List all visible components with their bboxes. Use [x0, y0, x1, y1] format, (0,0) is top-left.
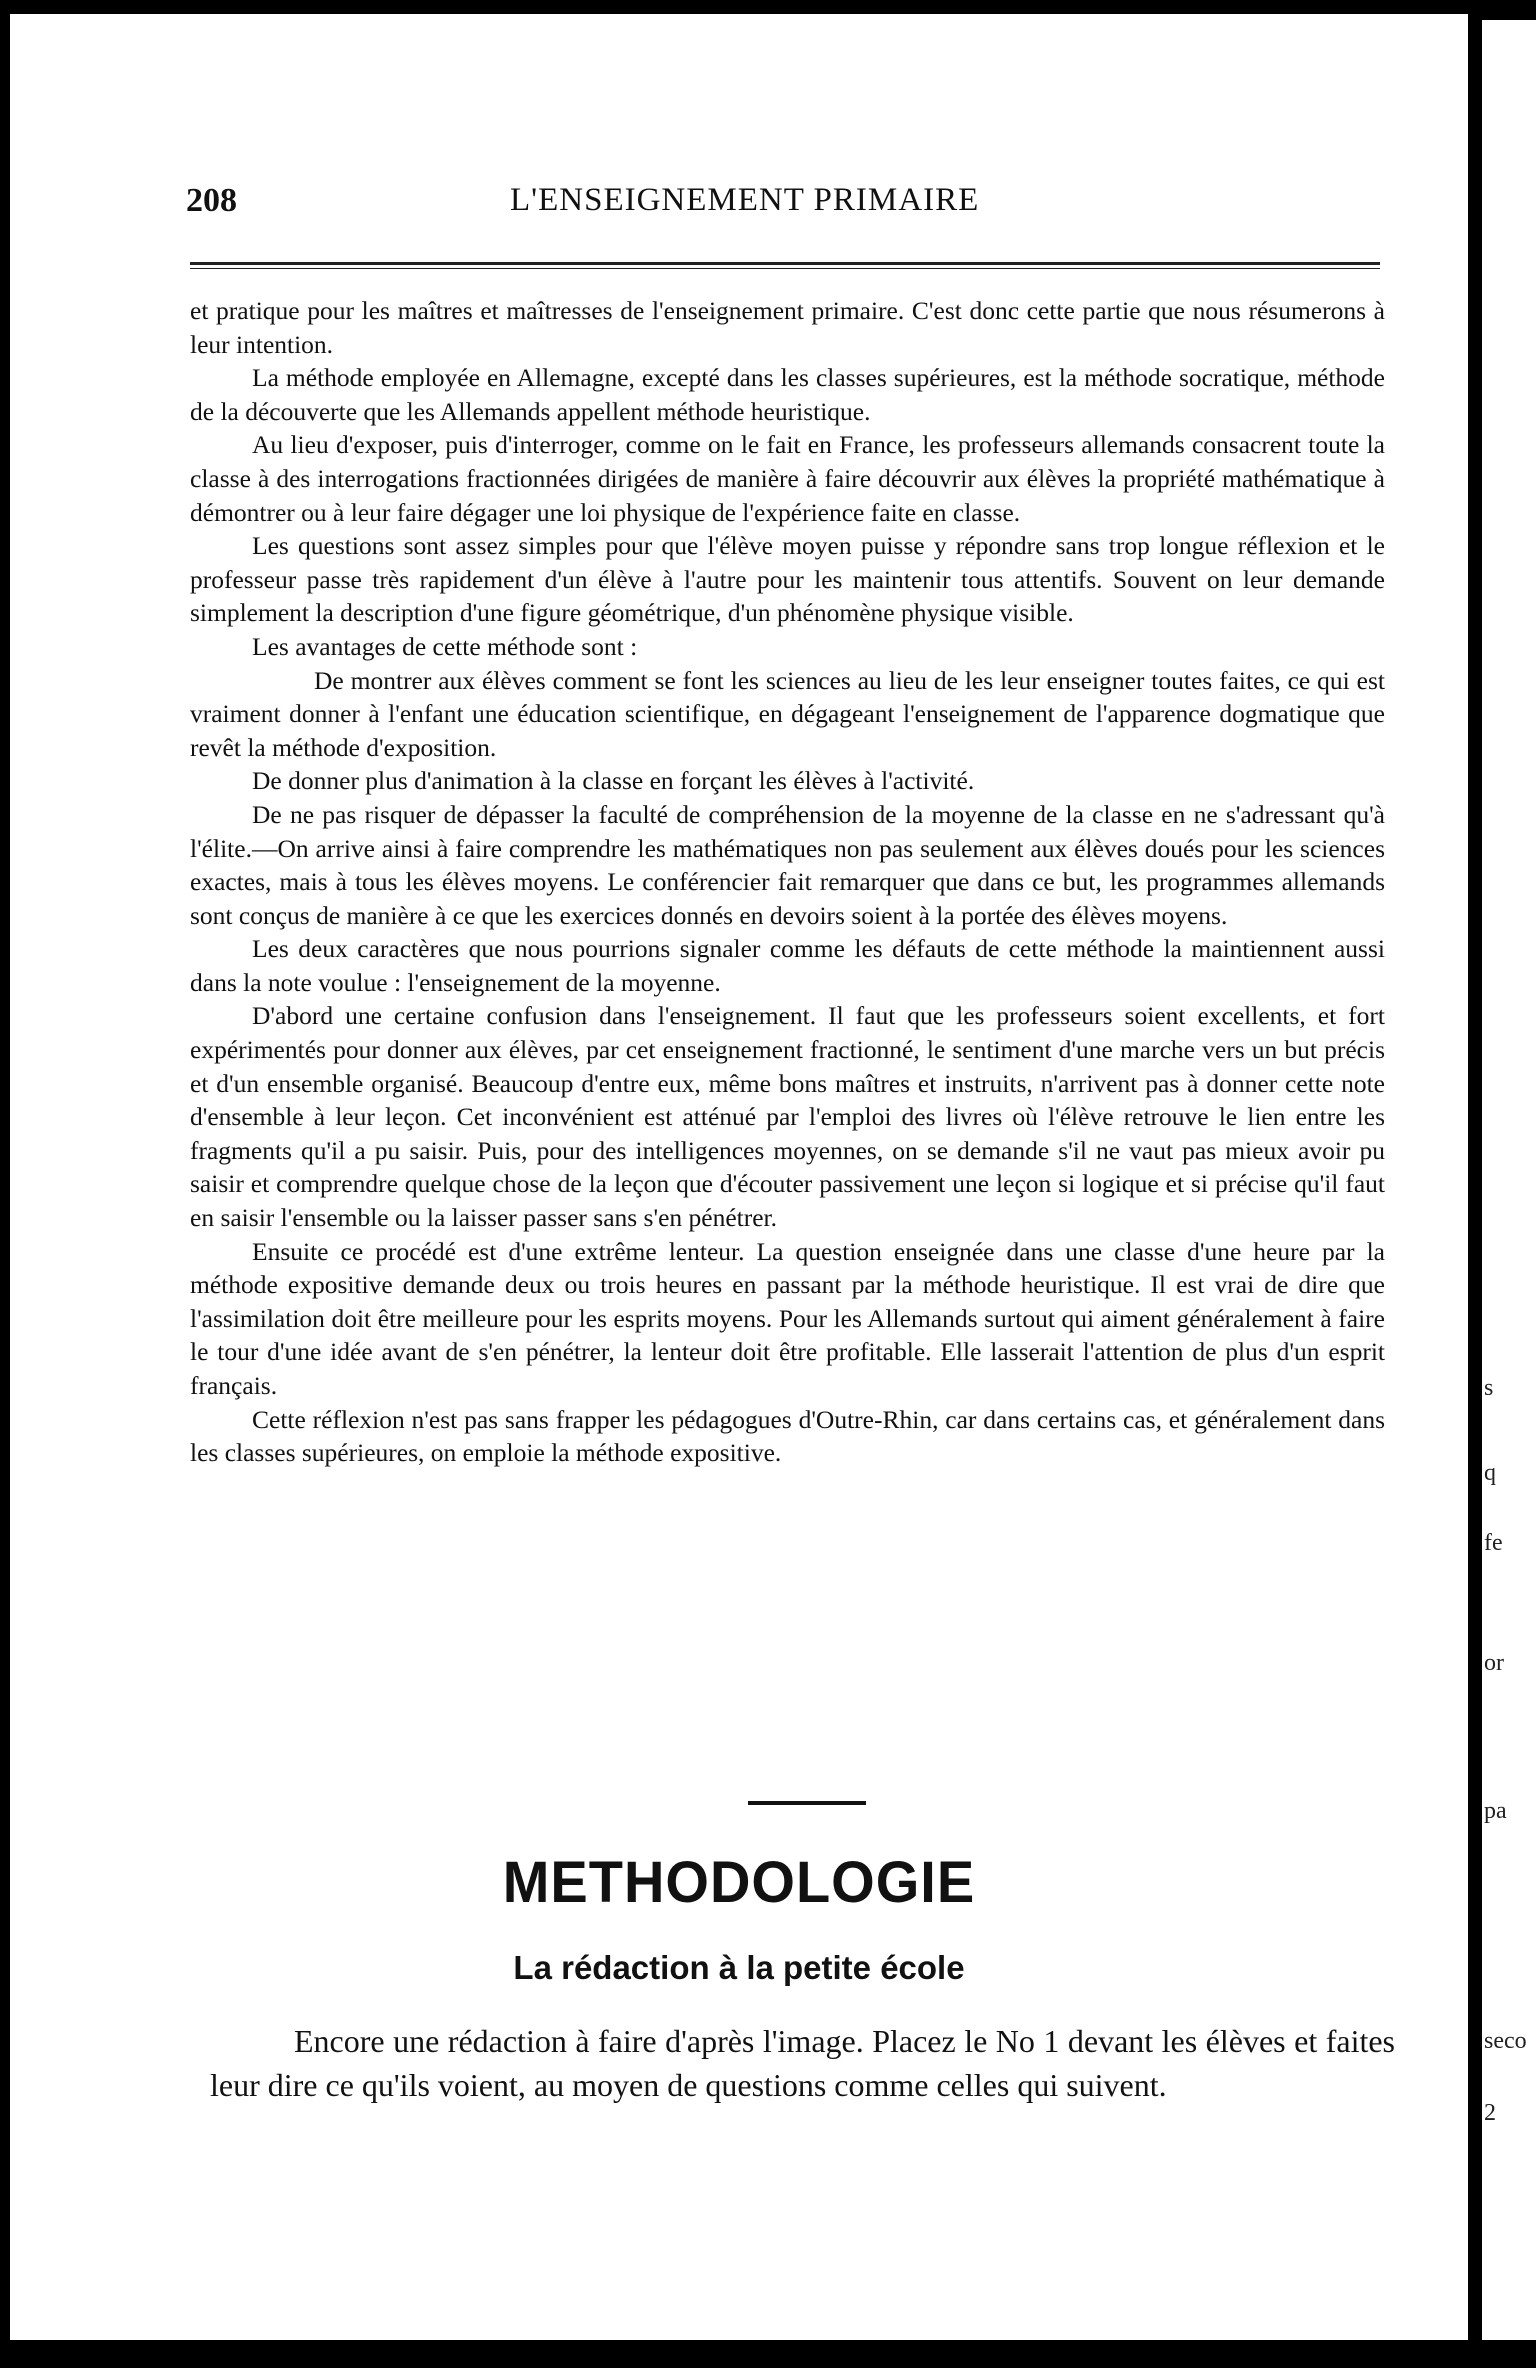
fragment: pa — [1484, 1798, 1507, 1824]
header-rule — [190, 262, 1380, 265]
fragment: q — [1484, 1460, 1496, 1486]
header-rule-thin — [190, 268, 1380, 269]
paragraph: Les avantages de cette méthode sont : — [252, 631, 638, 661]
paragraph: Cette réflexion n'est pas sans frapper les pédagogues d'Outre-Rhin, car dans certains cas, et généralement dans les classes supérieures, on emploie la méthode expositive. — [190, 1404, 1385, 1468]
fragment: fe — [1484, 1530, 1503, 1556]
paragraph: D'abord une certaine confusion dans l'enseignement. Il faut que les professeurs soient excellents, et fort expérimentés pour donner aux élèves, par cet enseignement fractionné, le sentiment d'une marche vers un but précis et d'un ensemble organisé. Beaucoup d'entre eux, même bons maîtres et instruits, n'arrivent pas à donner cette note d'ensemble à leur leçon. Cet inconvénient est atténué par l'emploi des livres où l'élève retrouve le lien entre les fragments qu'il a pu saisir. Puis, pour des intelligences moyennes, on se demande s'il ne vaut pas mieux avoir pu saisir et comprendre quelque chose de la leçon que d'écouter passivement une leçon si logique et si précise qu'il faut en saisir l'ensemble ou la laisser passer sans s'en pénétrer. — [190, 1001, 1385, 1233]
paragraph: et pratique pour les maîtres et maîtresses de l'enseignement primaire. C'est donc cette partie que nous résumerons à leur intention. — [190, 296, 1385, 359]
paragraph: De ne pas risquer de dépasser la faculté de compréhension de la moyenne de la classe en ne s'adressant qu'à l'élite.—On arrive ainsi à faire comprendre les mathématiques non pas seulement aux élèves doués pour les sciences exactes, mais à tous les élèves moyens. Le conférencier fait remarquer que dans ce but, les programmes allemands sont conçus de manière à ce que les exercices donnés en devoirs soient à la portée des élèves moyens. — [190, 799, 1385, 930]
paragraph: Au lieu d'exposer, puis d'interroger, comme on le fait en France, les professeurs allemands consacrent toute la classe à des interrogations fractionnées dirigées de manière à faire découvrir aux élèves la propriété mathématique à démontrer ou à leur faire dégager une loi physique de l'expérience faite en classe. — [190, 430, 1385, 527]
fragment: or — [1484, 1650, 1504, 1676]
section-separator — [748, 1801, 866, 1805]
paragraph: De donner plus d'animation à la classe en forçant les élèves à l'activité. — [252, 766, 975, 796]
paragraph: La méthode employée en Allemagne, excepté dans les classes supérieures, est la méthode socratique, méthode de la découverte que les Allemands appellent méthode heuristique. — [190, 363, 1385, 426]
paragraph: Ensuite ce procédé est d'une extrême lenteur. La question enseignée dans une classe d'une heure par la méthode expositive demande deux ou trois heures en passant par la méthode heuristique. Il est vrai de dire que l'assimilation doit être meilleure pour les esprits moyens. Pour les Allemands surtout qui aiment généralement à faire le tour d'une idée avant de s'en pénétrer, la lenteur doit être profitable. Elle lasserait l'attention de plus d'un esprit français. — [190, 1236, 1385, 1400]
section-title: METHODOLOGIE — [502, 1848, 976, 1915]
page-number: 208 — [186, 182, 237, 219]
paragraph: Les deux caractères que nous pourrions signaler comme les défauts de cette méthode la maintiennent aussi dans la note voulue : l'enseignement de la moyenne. — [190, 934, 1385, 997]
fragment: s — [1484, 1375, 1494, 1401]
running-header — [180, 182, 1380, 222]
adjacent-page-edge — [1482, 20, 1536, 2340]
paragraph: Les questions sont assez simples pour que l'élève moyen puisse y répondre sans trop longue réflexion et le professeur passe très rapidement d'un élève à l'autre pour les maintenir tous attentifs. Souvent on leur demande simplement la description d'une figure géométrique, d'un phénomène physique visible. — [190, 531, 1385, 628]
fragment: seco — [1484, 2028, 1527, 2054]
running-title: L'ENSEIGNEMENT PRIMAIRE — [510, 182, 980, 218]
book-page — [10, 14, 1468, 2340]
fragment: 2 — [1484, 2100, 1496, 2126]
article-body — [190, 294, 1385, 1470]
section-text — [210, 2019, 1395, 2107]
paragraph: De montrer aux élèves comment se font les sciences au lieu de les leur enseigner toutes faites, ce qui est vraiment donner à l'enfant une éducation scientifique, en dégageant l'enseignement de l'apparence dogmatique que revêt la méthode d'exposition. — [190, 665, 1385, 762]
paragraph: Encore une rédaction à faire d'après l'image. Placez le No 1 devant les élèves et faites leur dire ce qu'ils voient, au moyen de questions comme celles qui suivent. — [210, 2023, 1395, 2103]
section-subtitle: La rédaction à la petite école — [513, 1949, 965, 1986]
